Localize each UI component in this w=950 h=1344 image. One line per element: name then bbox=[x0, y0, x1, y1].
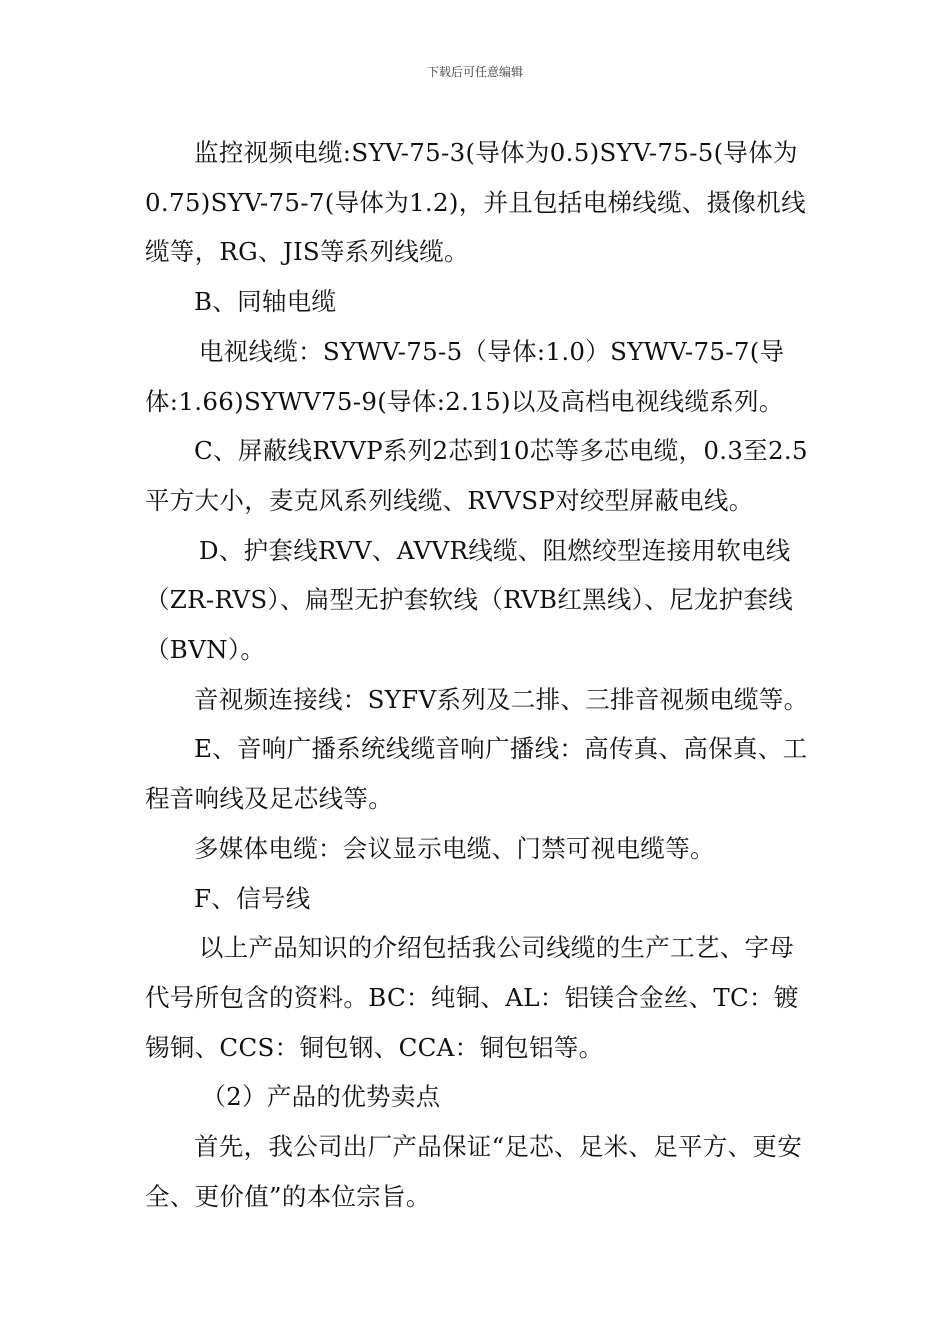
paragraph-sheathed-cable: D、护套线RVV、AVVR线缆、阻燃绞型连接用软电线（ZR-RVS）、扁型无护套软线（RVB红黑线）、尼龙护套线（BVN）。 bbox=[145, 535, 794, 665]
heading-product-advantages: （2）产品的优势卖点 bbox=[201, 1082, 441, 1112]
page-header-note: 下载后可任意编辑 bbox=[426, 65, 523, 79]
paragraph-tv-cable: 电视线缆：SYWV-75-5（导体:1.0）SYWV-75-7(导体:1.66)SYWV75-9(导体:2.15)以及高档电视线缆系列。 bbox=[145, 336, 785, 416]
paragraph-multimedia-cable: 多媒体电缆：会议显示电缆、门禁可视电缆等。 bbox=[194, 833, 715, 863]
paragraph-product-knowledge: 以上产品知识的介绍包括我公司线缆的生产工艺、字母代号所包含的资料。BC：纯铜、AL：铝镁合金丝、TC：镀锡铜、CCS：铜包钢、CCA：铜包铝等。 bbox=[145, 933, 799, 1062]
document-body bbox=[145, 128, 815, 1221]
heading-coaxial-cable: B、同轴电缆 bbox=[194, 287, 337, 317]
paragraph-surveillance-cable: 监控视频电缆:SYV-75-3(导体为0.5)SYV-75-5(导体为0.75)SYV-75-7(导体为1.2)，并且包括电梯线缆、摄像机线缆等，RG、JIS等系列线缆。 bbox=[145, 138, 806, 267]
paragraph-av-connection-cable: 音视频连接线：SYFV系列及二排、三排音视频电缆等。 bbox=[194, 684, 809, 714]
heading-signal-cable: F、信号线 bbox=[194, 883, 311, 913]
paragraph-audio-broadcast-cable: E、音响广播系统线缆音响广播线：高传真、高保真、工程音响线及足芯线等。 bbox=[145, 734, 808, 814]
paragraph-shielded-cable: C、屏蔽线RVVP系列2芯到10芯等多芯电缆，0.3至2.5平方大小，麦克风系列线缆、RVVSP对绞型屏蔽电线。 bbox=[145, 436, 808, 515]
paragraph-company-guarantee: 首先，我公司出厂产品保证“足芯、足米、足平方、更安全、更价值”的本位宗旨。 bbox=[145, 1132, 803, 1211]
